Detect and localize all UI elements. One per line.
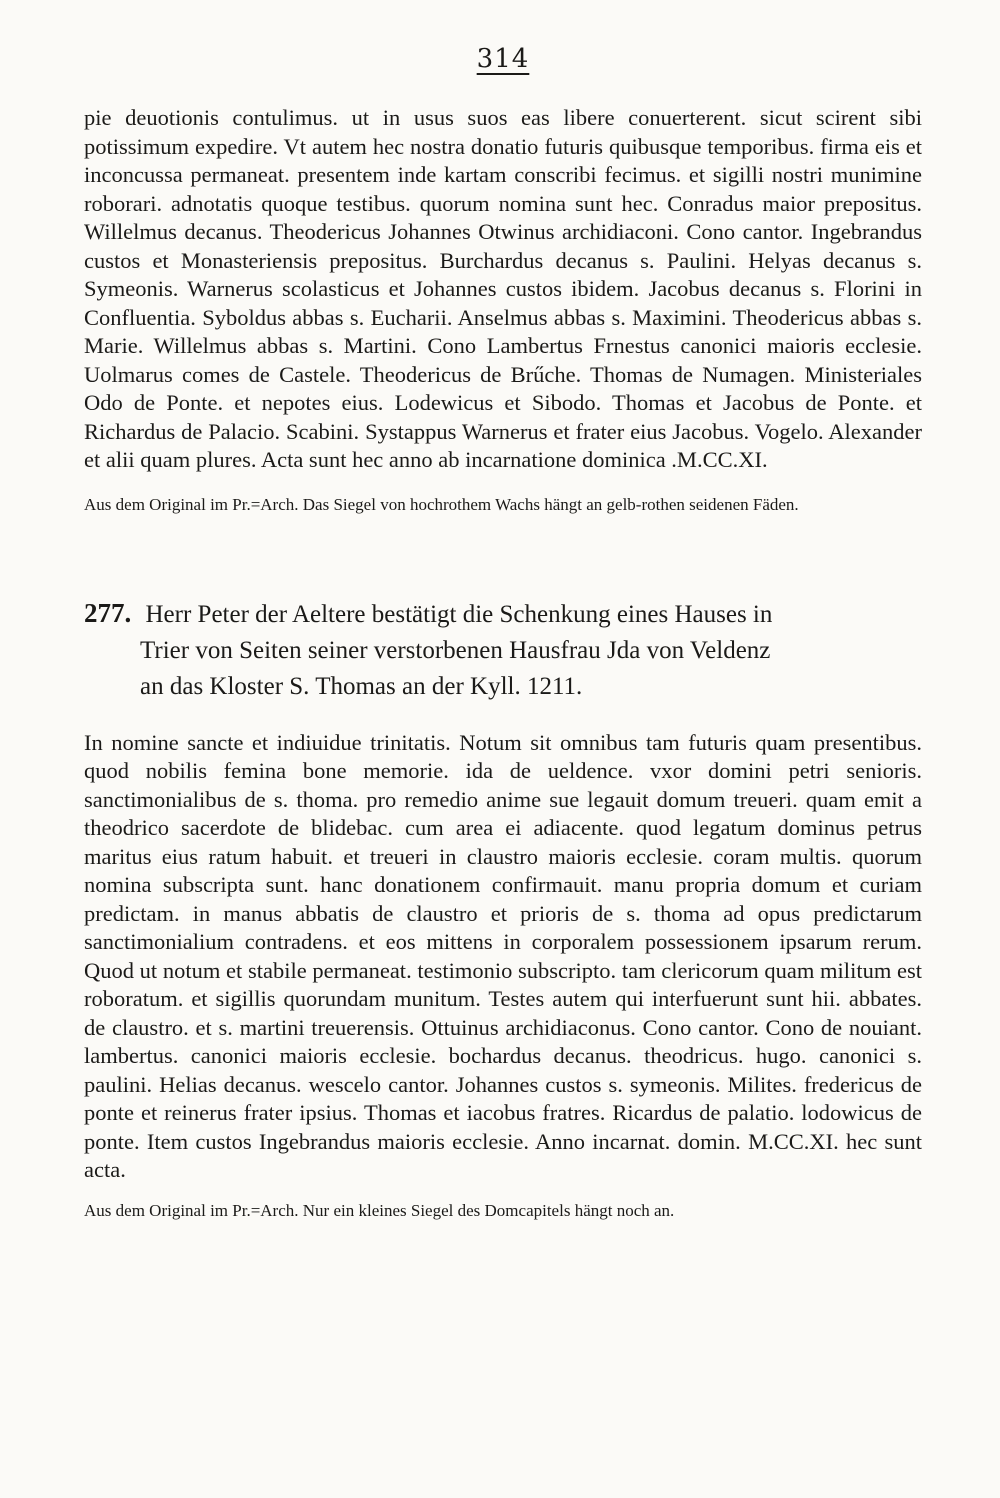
document-page xyxy=(84,44,922,1223)
page-number: 314 xyxy=(476,44,530,74)
document-277-title-line-2: Trier von Seiten seiner verstorbenen Hausfrau Jda von Veldenz xyxy=(140,636,771,664)
document-276-source-note: Aus dem Original im Pr.=Arch. Das Siegel von hochrothem Wachs hängt an gelb-rothen seidenen Fäden. xyxy=(84,494,799,514)
document-277-source-note: Aus dem Original im Pr.=Arch. Nur ein kleines Siegel des Domcapitels hängt noch an. xyxy=(84,1200,675,1220)
document-277-body-text: In nomine sancte et indiuidue trinitatis. Notum sit omnibus tam futuris quam presentibus. quod nobilis femina bone memorie. ida de ueldence. vxor domini petri senioris. sanctimonialibus de s. thoma. pro remedio anime sue legauit domum treueri. quam emit a theodrico sacerdote de blidebac. cum area ei adiacente. quod legatum dominus petrus maritus eius ratum habuit. et treueri in claustro maioris ecclesie. coram multis. quorum nomina subscripta sunt. hanc donationem confirmauit. manu propria domum et curiam predictam. in manus abbatis de claustro et prioris de s. thoma ad opus predictarum sanctimonialium contradens. et eos mittens in corporalem possessionem ipsarum rerum. Quod ut notum et stabile permaneat. testimonio subscripto. tam clericorum quam militum est roboratum. et sigillis quorundam munitum. Testes autem qui interfuerunt sunt hii. abbates. de claustro. et s. martini treuerensis. Ottuinus archidiaconus. Cono cantor. Cono de nouiant. lambertus. canonici maioris ecclesie. bochardus decanus. theodricus. hugo. canonici s. paulini. Helias decanus. wescelo cantor. Johannes custos s. symeonis. Milites. fredericus de ponte et reinerus frater ipsius. Thomas et iacobus fratres. Ricardus de palatio. lodowicus de ponte. Item custos Ingebrandus maioris ecclesie. Anno incarnat. domin. M.CC.XI. hec sunt acta. xyxy=(84,729,922,1182)
document-277-title-line-1: Herr Peter der Aeltere bestätigt die Schenkung eines Hauses in xyxy=(145,600,773,628)
document-277-title-line-3: an das Kloster S. Thomas an der Kyll. 1211. xyxy=(140,672,583,700)
document-277-number: 277. xyxy=(84,597,132,628)
document-276-continuation-text: pie deuotionis contulimus. ut in usus suos eas libere conuerterent. sicut scirent sibi potissimum expedire. Vt autem hec nostra donatio futuris quibusque temporibus. firma eis et inconcussa permaneat. presentem inde kartam conscribi fecimus. et sigilli nostri munimine roborari. adnotatis quoque testibus. quorum nomina sunt hec. Conradus maior prepositus. Willelmus decanus. Theodericus Johannes Otwinus archidiaconi. Cono cantor. Ingebrandus custos et Monasteriensis prepositus. Burchardus decanus s. Paulini. Helyas decanus s. Symeonis. Warnerus scolasticus et Johannes custos ibidem. Jacobus decanus s. Florini in Confluentia. Syboldus abbas s. Eucharii. Anselmus abbas s. Maximini. Theodericus abbas s. Marie. Willelmus abbas s. Martini. Cono Lambertus Frnestus canonici maioris ecclesie. Uolmarus comes de Castele. Theodericus de Brűche. Thomas de Numagen. Ministeriales Odo de Ponte. et nepotes eius. Lodewicus et Sibodo. Thomas et Jacobus de Ponte. et Richardus de Palacio. Scabini. Systappus Warnerus et frater eius Jacobus. Vogelo. Alexander et alii quam plures. Acta sunt hec anno ab incarnatione dominica .M.CC.XI. xyxy=(84,105,922,472)
document-277-heading xyxy=(84,595,922,705)
